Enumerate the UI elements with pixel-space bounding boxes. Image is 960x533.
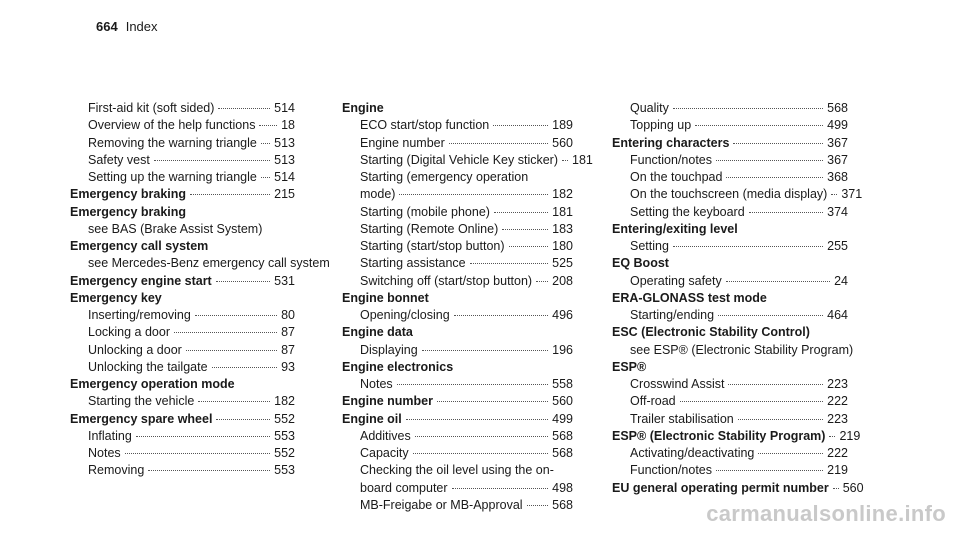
page-reference: 367 (827, 152, 848, 167)
entry-text: Engine electronics (342, 359, 454, 374)
page-reference: 514 (274, 101, 295, 115)
index-subentry (342, 342, 573, 359)
page-reference: 568 (552, 497, 573, 512)
index-entry (342, 411, 573, 428)
page-reference: 189 (552, 118, 573, 133)
index-entry (342, 100, 573, 117)
entry-text: Overview of the help functions (88, 118, 256, 133)
index-entry (70, 411, 295, 428)
index-column-3 (612, 100, 864, 497)
entry-text: see BAS (Brake Assist System) (88, 221, 263, 236)
dot-leader (726, 281, 830, 282)
page-reference: 568 (552, 428, 573, 443)
entry-text: ERA-GLONASS test mode (612, 290, 767, 305)
index-subentry (612, 411, 848, 428)
index-subentry (612, 100, 848, 117)
entry-text: Emergency braking (70, 204, 187, 219)
entry-text: Notes (88, 446, 121, 460)
entry-text: see Mercedes-Benz emergency call system (88, 256, 330, 271)
dot-leader (198, 401, 270, 402)
entry-text: board computer (360, 480, 448, 495)
entry-text: Emergency operation mode (70, 377, 235, 391)
page-reference: 525 (552, 256, 573, 271)
page-reference: 219 (839, 428, 861, 443)
index-subentry (70, 152, 295, 169)
entry-text: EU general operating permit number (612, 480, 829, 495)
dot-leader (154, 160, 270, 161)
dot-leader (136, 436, 270, 437)
entry-text: Crosswind Assist (630, 377, 725, 391)
index-entry (70, 238, 295, 255)
index-subentry (70, 324, 295, 341)
index-subentry (70, 359, 295, 376)
dot-leader (454, 315, 548, 316)
entry-text: Notes (360, 377, 393, 391)
page-reference: 464 (827, 308, 848, 322)
entry-text: Switching off (start/stop button) (360, 273, 533, 288)
entry-text: Removing the warning triangle (88, 135, 257, 150)
index-subentry (70, 169, 295, 186)
entry-text: Opening/closing (360, 308, 450, 322)
index-column-1 (70, 100, 330, 480)
dot-leader (218, 108, 270, 109)
dot-leader (718, 315, 823, 316)
entry-text: Setting the keyboard (630, 204, 745, 219)
index-subentry (342, 445, 573, 462)
index-subentry (612, 117, 848, 134)
entry-text: Locking a door (88, 325, 171, 340)
index-subentry (612, 376, 848, 393)
entry-text: Trailer stabilisation (630, 411, 734, 426)
entry-text: Setting (630, 239, 669, 253)
index-subentry (70, 307, 295, 324)
dot-leader (406, 419, 548, 420)
page-reference: 368 (827, 170, 848, 184)
dot-leader (216, 419, 270, 420)
entry-text: Inserting/removing (88, 308, 191, 322)
entry-text: Engine number (360, 135, 445, 150)
entry-text: Quality (630, 101, 669, 115)
dot-leader (195, 315, 277, 316)
index-entry (612, 359, 848, 376)
index-subentry (612, 307, 848, 324)
page-reference: 255 (827, 239, 848, 253)
index-subentry (612, 152, 848, 169)
dot-leader (536, 281, 548, 282)
page-reference: 223 (827, 377, 848, 391)
dot-leader (261, 143, 270, 144)
page-reference: 223 (827, 411, 848, 426)
dot-leader (673, 108, 823, 109)
page-reference: 181 (572, 152, 593, 167)
entry-text: Engine (342, 101, 384, 115)
dot-leader (190, 194, 270, 195)
index-column-2 (342, 100, 593, 514)
index-subentry (70, 100, 295, 117)
index-subentry (70, 462, 295, 479)
page-reference: 93 (281, 359, 295, 374)
index-subentry (70, 445, 295, 462)
index-subentry (612, 238, 848, 255)
dot-leader (833, 488, 839, 489)
entry-text: Additives (360, 428, 411, 443)
index-entry (70, 273, 295, 290)
page-reference: 531 (274, 273, 295, 288)
entry-text: On the touchscreen (media display) (630, 187, 828, 202)
dot-leader (449, 143, 548, 144)
index-entry (612, 480, 864, 497)
dot-leader (493, 125, 548, 126)
entry-text: Starting (mobile phone) (360, 204, 490, 219)
index-subentry (612, 393, 848, 410)
dot-leader (502, 229, 548, 230)
index-subentry (342, 117, 573, 134)
dot-leader (415, 436, 548, 437)
page-reference: 219 (827, 463, 848, 478)
index-entry (70, 290, 295, 307)
page-reference: 553 (274, 463, 295, 478)
dot-leader (716, 470, 823, 471)
entry-text: Engine data (342, 325, 413, 340)
dot-leader (437, 401, 548, 402)
index-subentry (612, 169, 848, 186)
dot-leader (125, 453, 270, 454)
page-reference: 208 (552, 273, 573, 288)
dot-leader (829, 436, 835, 437)
dot-leader (716, 160, 823, 161)
watermark: carmanualsonline.info (706, 501, 946, 526)
dot-leader (680, 401, 824, 402)
page-reference: 568 (827, 101, 848, 115)
index-subentry (70, 117, 295, 134)
entry-text: Starting assistance (360, 256, 466, 271)
index-subentry (342, 135, 573, 152)
index-entry (70, 376, 295, 393)
dot-leader (494, 212, 548, 213)
entry-text: Engine oil (342, 411, 402, 426)
page-reference: 558 (552, 377, 573, 391)
entry-text: Entering/exiting level (612, 221, 738, 236)
dot-leader (259, 125, 277, 126)
index-subentry (342, 186, 573, 203)
index-subentry (342, 428, 573, 445)
index-subentry (342, 497, 573, 514)
entry-text: Off-road (630, 394, 676, 409)
page-reference: 222 (827, 446, 848, 460)
page-reference: 367 (827, 135, 848, 150)
index-entry (70, 204, 295, 221)
entry-text: Displaying (360, 342, 418, 357)
entry-text: Engine number (342, 394, 433, 409)
page-reference: 499 (552, 411, 573, 426)
dot-leader (452, 488, 549, 489)
entry-text: mode) (360, 187, 396, 202)
entry-text: Starting (start/stop button) (360, 239, 505, 253)
page-reference: 87 (281, 342, 295, 357)
dot-leader (738, 419, 823, 420)
index-subentry (70, 135, 295, 152)
index-subentry (612, 204, 848, 221)
page-reference: 499 (827, 118, 848, 133)
entry-text: Emergency engine start (70, 273, 212, 288)
entry-text: Starting (Digital Vehicle Key sticker) (360, 152, 558, 167)
entry-text: Capacity (360, 446, 409, 460)
index-subentry (342, 255, 573, 272)
page-reference: 513 (274, 152, 295, 167)
page-reference: 568 (552, 446, 573, 460)
entry-text: see ESP® (Electronic Stability Program) (630, 342, 854, 357)
index-subentry (70, 428, 295, 445)
page-reference: 18 (281, 118, 295, 133)
index-entry (612, 221, 848, 238)
dot-leader (726, 177, 823, 178)
entry-text: EQ Boost (612, 256, 669, 271)
page-reference: 222 (827, 394, 848, 409)
page-reference: 181 (552, 204, 573, 219)
page-reference: 513 (274, 135, 295, 150)
dot-leader (422, 350, 548, 351)
dot-leader (186, 350, 277, 351)
dot-leader (413, 453, 549, 454)
entry-text: Topping up (630, 118, 692, 133)
index-entry (342, 393, 573, 410)
dot-leader (695, 125, 823, 126)
entry-text: Setting up the warning triangle (88, 170, 257, 184)
section-title: Index (125, 19, 158, 34)
page-reference: 498 (552, 480, 573, 495)
entry-text: Emergency key (70, 290, 162, 305)
index-entry (70, 186, 295, 203)
dot-leader (749, 212, 823, 213)
dot-leader (509, 246, 549, 247)
dot-leader (831, 194, 837, 195)
index-subentry (612, 273, 848, 290)
dot-leader (673, 246, 823, 247)
dot-leader (470, 263, 549, 264)
index-entry (612, 255, 848, 272)
dot-leader (733, 143, 823, 144)
index-entry (342, 324, 573, 341)
entry-text: Operating safety (630, 273, 722, 288)
dot-leader (148, 470, 270, 471)
page-reference: 24 (834, 273, 848, 288)
page-reference: 215 (274, 187, 295, 202)
index-subentry (342, 462, 573, 479)
index-entry (612, 290, 848, 307)
index-subentry (70, 255, 330, 272)
page-reference: 182 (274, 394, 295, 409)
page-reference: 182 (552, 187, 573, 202)
entry-text: Starting the vehicle (88, 394, 195, 409)
index-subentry (342, 273, 573, 290)
dot-leader (399, 194, 548, 195)
dot-leader (758, 453, 823, 454)
entry-text: Inflating (88, 428, 132, 443)
index-entry (612, 324, 848, 341)
index-entry (612, 135, 848, 152)
dot-leader (397, 384, 548, 385)
index-subentry (612, 186, 863, 203)
entry-text: ESP® (612, 359, 647, 374)
entry-text: First-aid kit (soft sided) (88, 101, 215, 115)
index-entry (612, 428, 861, 445)
page-reference: 371 (841, 187, 863, 202)
entry-text: Safety vest (88, 152, 150, 167)
entry-text: Unlocking the tailgate (88, 359, 208, 374)
entry-text: Checking the oil level using the on- (360, 463, 554, 478)
page-reference: 560 (552, 135, 573, 150)
index-subentry (342, 307, 573, 324)
entry-text: Unlocking a door (88, 342, 182, 357)
entry-text: Emergency call system (70, 239, 209, 253)
index-subentry (70, 393, 295, 410)
index-subentry (612, 445, 848, 462)
page-reference: 560 (552, 394, 573, 409)
page-number: 664 (96, 19, 118, 34)
dot-leader (212, 367, 278, 368)
entry-text: ESP® (Electronic Stability Program) (612, 428, 826, 443)
dot-leader (728, 384, 823, 385)
page-reference: 196 (552, 342, 573, 357)
page-header (96, 19, 158, 34)
entry-text: Starting/ending (630, 308, 715, 322)
index-subentry (342, 169, 573, 186)
entry-text: Activating/deactivating (630, 446, 755, 460)
dot-leader (562, 160, 568, 161)
entry-text: Function/notes (630, 463, 712, 478)
index-subentry (342, 221, 573, 238)
entry-text: ECO start/stop function (360, 118, 490, 133)
index-subentry (612, 342, 854, 359)
index-subentry (342, 238, 573, 255)
entry-text: MB-Freigabe or MB-Approval (360, 497, 523, 512)
page-reference: 180 (552, 239, 573, 253)
entry-text: ESC (Electronic Stability Control) (612, 325, 810, 340)
dot-leader (174, 332, 277, 333)
dot-leader (216, 281, 270, 282)
entry-text: Removing (88, 463, 145, 478)
index-subentry (342, 376, 573, 393)
page-reference: 374 (827, 204, 848, 219)
page-reference: 183 (552, 221, 573, 236)
index-entry (342, 290, 573, 307)
index-subentry (342, 204, 573, 221)
entry-text: Entering characters (612, 135, 730, 150)
entry-text: Function/notes (630, 152, 712, 167)
page-reference: 87 (281, 325, 295, 340)
entry-text: On the touchpad (630, 170, 723, 184)
entry-text: Emergency braking (70, 187, 187, 202)
entry-text: Engine bonnet (342, 290, 429, 305)
page-reference: 514 (274, 170, 295, 184)
page-reference: 560 (842, 480, 864, 495)
entry-text: Emergency spare wheel (70, 411, 213, 426)
index-entry (342, 359, 573, 376)
index-subentry (612, 462, 848, 479)
entry-text: Starting (Remote Online) (360, 221, 499, 236)
page-reference: 552 (274, 446, 295, 460)
page-reference: 80 (281, 308, 295, 322)
page-reference: 496 (552, 308, 573, 322)
index-subentry (342, 152, 593, 169)
index-subentry (342, 480, 573, 497)
index-subentry (70, 221, 295, 238)
page-reference: 552 (274, 411, 295, 426)
dot-leader (527, 505, 549, 506)
index-subentry (70, 342, 295, 359)
dot-leader (261, 177, 270, 178)
page-reference: 553 (274, 428, 295, 443)
entry-text: Starting (emergency operation (360, 170, 529, 184)
